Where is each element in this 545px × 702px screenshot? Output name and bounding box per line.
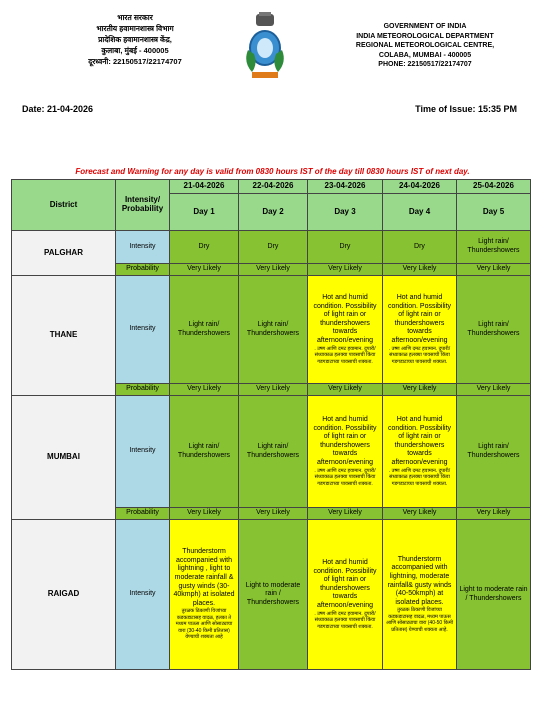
forecast-text: Hot and humid condition. Possibility of light rain or thundershowers towards afternoon/evening: [387, 293, 452, 344]
header-date: 22-04-2026: [239, 180, 308, 194]
header-date: 24-04-2026: [383, 180, 457, 194]
probability-cell: Very Likely: [457, 264, 531, 276]
district-name: THANE: [12, 276, 116, 396]
intensity-cell: Dry: [383, 231, 457, 264]
header-marathi: [60, 12, 210, 67]
header-right-line: GOVERNMENT OF INDIA: [383, 23, 467, 30]
header-english: [325, 22, 525, 70]
forecast-text: Thunderstorm accompanied with lightning, moderate rainfall& gusty winds (40-50kmph) at isolated places.: [387, 555, 452, 606]
intensity-cell: Light rain/ Thundershowers: [170, 396, 239, 508]
probability-label: Probability: [116, 264, 170, 276]
probability-label: Probability: [116, 384, 170, 396]
intensity-cell: Light rain/ Thundershowers: [457, 396, 531, 508]
header-day: Day 1: [170, 194, 239, 231]
header-left-line: कुलाबा, मुंबई - 400005: [101, 46, 169, 55]
forecast-text: Hot and humid condition. Possibility of light rain or thundershowers towards afternoon/evening: [313, 558, 377, 609]
header-day: Day 4: [383, 194, 457, 231]
intensity-cell: Light to moderate rain / Thundershowers: [239, 520, 308, 670]
intensity-cell: Light rain/ Thundershowers: [239, 276, 308, 384]
forecast-text-marathi: . उष्ण आणि दमट हवामान. दुपारी/संध्याकाळ हलक्या पावसाची किंवा गडगडाटाच्या पावसाची शक्यता.: [314, 467, 376, 487]
header-day: Day 5: [457, 194, 531, 231]
forecast-text: Hot and humid condition. Possibility of light rain or thundershowers towards afternoon/evening: [387, 415, 452, 466]
intensity-cell: Light to moderate rain / Thundershowers: [457, 520, 531, 670]
probability-cell: Very Likely: [308, 508, 383, 520]
header-left-line: भारत सरकार: [117, 13, 153, 22]
forecast-text-marathi: . उष्ण आणि दमट हवामान. दुपारी/संध्याकाळ हलक्या पावसाची किंवा गडगडाटाच्या पावसाची शक्यता.: [314, 610, 376, 630]
forecast-text: Hot and humid condition. Possibility of light rain or thundershowers towards afternoon/evening: [313, 415, 377, 466]
probability-cell: Very Likely: [383, 508, 457, 520]
probability-cell: Very Likely: [239, 508, 308, 520]
header-day: Day 2: [239, 194, 308, 231]
imd-emblem-icon: [240, 12, 290, 82]
intensity-cell: [308, 396, 383, 508]
header-left-line: प्रादेशिक हवामानशास्त्र केंद्र,: [98, 35, 172, 44]
forecast-text-marathi: . उष्ण आणि दमट हवामान. दुपारी/संध्याकाळ हलक्या पावसाची किंवा गडगडाटाच्या पावसाची शक्यता.: [388, 345, 451, 365]
intensity-cell: [170, 520, 239, 670]
probability-cell: Very Likely: [239, 264, 308, 276]
intensity-cell: Light rain/ Thundershowers: [457, 231, 531, 264]
intensity-cell: Light rain/ Thundershowers: [170, 276, 239, 384]
forecast-text-marathi: . उष्ण आणि दमट हवामान. दुपारी/संध्याकाळ हलक्या पावसाची किंवा गडगडाटाच्या पावसाची शक्यता.: [388, 467, 451, 487]
probability-label: Probability: [116, 508, 170, 520]
probability-cell: Very Likely: [383, 384, 457, 396]
probability-cell: Very Likely: [170, 508, 239, 520]
intensity-cell: [308, 520, 383, 670]
header-day: Day 3: [308, 194, 383, 231]
probability-cell: Very Likely: [457, 508, 531, 520]
header-right-line: REGIONAL METEOROLOGICAL CENTRE,: [355, 42, 495, 49]
forecast-text-marathi: . उष्ण आणि दमट हवामान. दुपारी/संध्याकाळ हलक्या पावसाची किंवा गडगडाटाच्या पावसाची शक्यता.: [314, 345, 376, 365]
forecast-text-marathi: तुरळक ठिकाणी विजांच्या कडकडाटासह वादळ, हलका ते मध्यम पाऊस आणि सोसाट्याचा वारा (30-40 किमी प्रतितास) येण्याची शक्यता आहे: [175, 608, 233, 641]
district-name: RAIGAD: [12, 520, 116, 670]
probability-cell: Very Likely: [170, 264, 239, 276]
intensity-cell: [383, 396, 457, 508]
district-name: MUMBAI: [12, 396, 116, 520]
intensity-label: Intensity: [116, 231, 170, 264]
probability-cell: Very Likely: [308, 264, 383, 276]
header-left-line: भारतीय हवामानशास्त्र विभाग: [96, 24, 174, 33]
intensity-cell: Dry: [239, 231, 308, 264]
header-date: 21-04-2026: [170, 180, 239, 194]
intensity-cell: Dry: [170, 231, 239, 264]
forecast-text: Hot and humid condition. Possibility of light rain or thundershowers towards afternoon/evening: [313, 293, 377, 344]
header-right-line: PHONE: 22150517/22174707: [378, 61, 472, 68]
probability-cell: Very Likely: [239, 384, 308, 396]
intensity-label: Intensity: [116, 276, 170, 384]
intensity-cell: [308, 276, 383, 384]
probability-cell: Very Likely: [457, 384, 531, 396]
probability-cell: Very Likely: [308, 384, 383, 396]
validity-note: Forecast and Warning for any day is valid from 0830 hours IST of the day till 0830 hours IST of next day.: [75, 167, 470, 176]
issue-time: Time of Issue: 15:35 PM: [415, 104, 517, 114]
intensity-cell: [383, 520, 457, 670]
intensity-cell: [383, 276, 457, 384]
intensity-label: Intensity: [116, 520, 170, 670]
intensity-cell: Dry: [308, 231, 383, 264]
header-date: 23-04-2026: [308, 180, 383, 194]
intensity-label: Intensity: [116, 396, 170, 508]
forecast-table: [11, 179, 531, 670]
probability-cell: Very Likely: [383, 264, 457, 276]
intensity-cell: Light rain/ Thundershowers: [239, 396, 308, 508]
intensity-cell: Light rain/ Thundershowers: [457, 276, 531, 384]
header-district: District: [12, 180, 116, 231]
issue-date: Date: 21-04-2026: [22, 104, 94, 114]
header-param: Intensity/ Probability: [116, 180, 170, 231]
header-right-line: INDIA METEOROLOGICAL DEPARTMENT: [356, 32, 494, 40]
probability-cell: Very Likely: [170, 384, 239, 396]
forecast-text-marathi: तुरळक ठिकाणी विजांच्या कडकडाटासह वादळ, मध्यम पाऊस आणि सोसाट्याचा वारा (40-50 किमी प्रतितास) येण्याची शक्यता आहे.: [385, 607, 454, 633]
forecast-text: Thunderstorm accompanied with lightning , light to moderate rainfall & gusty winds (30-40kmph) at isolated places.: [173, 548, 235, 607]
district-name: PALGHAR: [12, 231, 116, 276]
header-date: 25-04-2026: [457, 180, 531, 194]
header-left-line: दूरध्वनी: 22150517/22174707: [88, 57, 182, 66]
header-right-line: COLABA, MUMBAI - 400005: [378, 51, 472, 59]
